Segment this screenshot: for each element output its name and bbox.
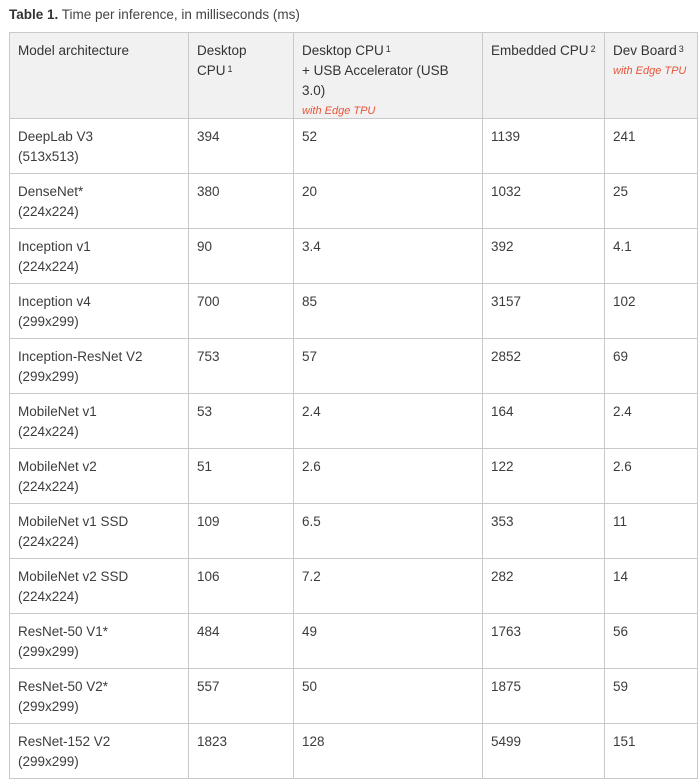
input-size: (224x224) <box>18 479 79 494</box>
model-cell <box>10 504 189 559</box>
embedded-cpu-value: 5499 <box>483 724 605 779</box>
model-cell <box>10 614 189 669</box>
usb-accelerator-value: 7.2 <box>294 559 483 614</box>
desktop-cpu-value: 90 <box>189 229 294 284</box>
model-cell <box>10 449 189 504</box>
usb-accelerator-value: 2.4 <box>294 394 483 449</box>
model-name: ResNet-152 V2 <box>18 734 111 749</box>
usb-accelerator-value: 128 <box>294 724 483 779</box>
input-size: (224x224) <box>18 424 79 439</box>
table-row <box>10 614 698 669</box>
edge-tpu-note: with Edge TPU <box>302 105 376 117</box>
dev-board-value: 14 <box>605 559 698 614</box>
model-cell <box>10 174 189 229</box>
header-row <box>10 33 698 119</box>
model-name: MobileNet v1 <box>18 404 97 419</box>
header-dev-board <box>605 33 698 119</box>
header-usb-line1 <box>302 41 474 61</box>
dev-board-value: 102 <box>605 284 698 339</box>
model-name: Inception v1 <box>18 239 91 254</box>
model-cell <box>10 229 189 284</box>
embedded-cpu-value: 392 <box>483 229 605 284</box>
embedded-cpu-value: 353 <box>483 504 605 559</box>
desktop-cpu-value: 1823 <box>189 724 294 779</box>
edge-tpu-note: with Edge TPU <box>613 65 687 77</box>
usb-accelerator-value: 85 <box>294 284 483 339</box>
inference-time-table <box>9 32 698 779</box>
model-cell <box>10 559 189 614</box>
model-cell <box>10 394 189 449</box>
usb-accelerator-value: 20 <box>294 174 483 229</box>
model-name: Inception-ResNet V2 <box>18 349 143 364</box>
usb-accelerator-value: 6.5 <box>294 504 483 559</box>
desktop-cpu-value: 51 <box>189 449 294 504</box>
table-row <box>10 449 698 504</box>
input-size: (299x299) <box>18 314 79 329</box>
model-cell <box>10 669 189 724</box>
model-name: DeepLab V3 <box>18 129 94 144</box>
model-name: ResNet-50 V2* <box>18 679 109 694</box>
header-usb-label: Desktop CPU <box>302 43 384 58</box>
model-cell <box>10 284 189 339</box>
dev-board-value: 2.4 <box>605 394 698 449</box>
model-name: ResNet-50 V1* <box>18 624 109 639</box>
model-name: MobileNet v2 <box>18 459 97 474</box>
table-header <box>10 33 698 119</box>
table-caption <box>9 7 300 22</box>
desktop-cpu-value: 557 <box>189 669 294 724</box>
dev-board-value: 11 <box>605 504 698 559</box>
desktop-cpu-value: 753 <box>189 339 294 394</box>
table-row <box>10 724 698 779</box>
input-size: (224x224) <box>18 589 79 604</box>
desktop-cpu-value: 380 <box>189 174 294 229</box>
desktop-cpu-value: 106 <box>189 559 294 614</box>
embedded-cpu-value: 3157 <box>483 284 605 339</box>
model-name: Inception v4 <box>18 294 91 309</box>
input-size: (299x299) <box>18 754 79 769</box>
input-size: (224x224) <box>18 259 79 274</box>
usb-accelerator-value: 2.6 <box>294 449 483 504</box>
header-dev-board-label: Dev Board <box>613 43 677 58</box>
dev-board-value: 69 <box>605 339 698 394</box>
table-row <box>10 229 698 284</box>
header-desktop-cpu-usb <box>294 33 483 119</box>
table-row <box>10 119 698 174</box>
input-size: (224x224) <box>18 534 79 549</box>
table-row <box>10 504 698 559</box>
usb-accelerator-value: 57 <box>294 339 483 394</box>
embedded-cpu-value: 1763 <box>483 614 605 669</box>
embedded-cpu-value: 282 <box>483 559 605 614</box>
usb-accelerator-value: 52 <box>294 119 483 174</box>
usb-accelerator-value: 3.4 <box>294 229 483 284</box>
caption-label: Table 1. <box>9 7 59 22</box>
input-size: (513x513) <box>18 149 79 164</box>
model-name: MobileNet v1 SSD <box>18 514 129 529</box>
dev-board-value: 25 <box>605 174 698 229</box>
table-row <box>10 559 698 614</box>
dev-board-value: 2.6 <box>605 449 698 504</box>
dev-board-value: 4.1 <box>605 229 698 284</box>
model-name: DenseNet* <box>18 184 84 199</box>
table-row <box>10 394 698 449</box>
input-size: (299x299) <box>18 644 79 659</box>
dev-board-value: 151 <box>605 724 698 779</box>
input-size: (299x299) <box>18 369 79 384</box>
header-desktop-cpu <box>189 33 294 119</box>
header-model-label: Model architecture <box>18 43 130 58</box>
footnote-marker: 1 <box>227 64 233 74</box>
table-row <box>10 174 698 229</box>
desktop-cpu-value: 109 <box>189 504 294 559</box>
usb-accelerator-value: 50 <box>294 669 483 724</box>
embedded-cpu-value: 1139 <box>483 119 605 174</box>
embedded-cpu-value: 2852 <box>483 339 605 394</box>
embedded-cpu-value: 122 <box>483 449 605 504</box>
desktop-cpu-value: 700 <box>189 284 294 339</box>
model-cell <box>10 724 189 779</box>
table-row <box>10 339 698 394</box>
header-embedded-cpu-label: Embedded CPU <box>491 43 589 58</box>
usb-accelerator-value: 49 <box>294 614 483 669</box>
header-model-architecture <box>10 33 189 119</box>
footnote-marker: 2 <box>590 44 596 54</box>
dev-board-value: 241 <box>605 119 698 174</box>
table-row <box>10 284 698 339</box>
caption-text: Time per inference, in milliseconds (ms) <box>61 7 300 22</box>
embedded-cpu-value: 1032 <box>483 174 605 229</box>
model-cell <box>10 119 189 174</box>
input-size: (299x299) <box>18 699 79 714</box>
header-usb-line2: + USB Accelerator (USB 3.0) <box>302 63 449 98</box>
desktop-cpu-value: 394 <box>189 119 294 174</box>
desktop-cpu-value: 484 <box>189 614 294 669</box>
dev-board-value: 59 <box>605 669 698 724</box>
table-body <box>10 119 698 779</box>
header-desktop-cpu-label: Desktop CPU <box>197 43 247 78</box>
table-row <box>10 669 698 724</box>
footnote-marker: 1 <box>385 44 391 54</box>
header-embedded-cpu <box>483 33 605 119</box>
embedded-cpu-value: 1875 <box>483 669 605 724</box>
dev-board-value: 56 <box>605 614 698 669</box>
embedded-cpu-value: 164 <box>483 394 605 449</box>
desktop-cpu-value: 53 <box>189 394 294 449</box>
input-size: (224x224) <box>18 204 79 219</box>
footnote-marker: 3 <box>678 44 684 54</box>
model-name: MobileNet v2 SSD <box>18 569 129 584</box>
model-cell <box>10 339 189 394</box>
